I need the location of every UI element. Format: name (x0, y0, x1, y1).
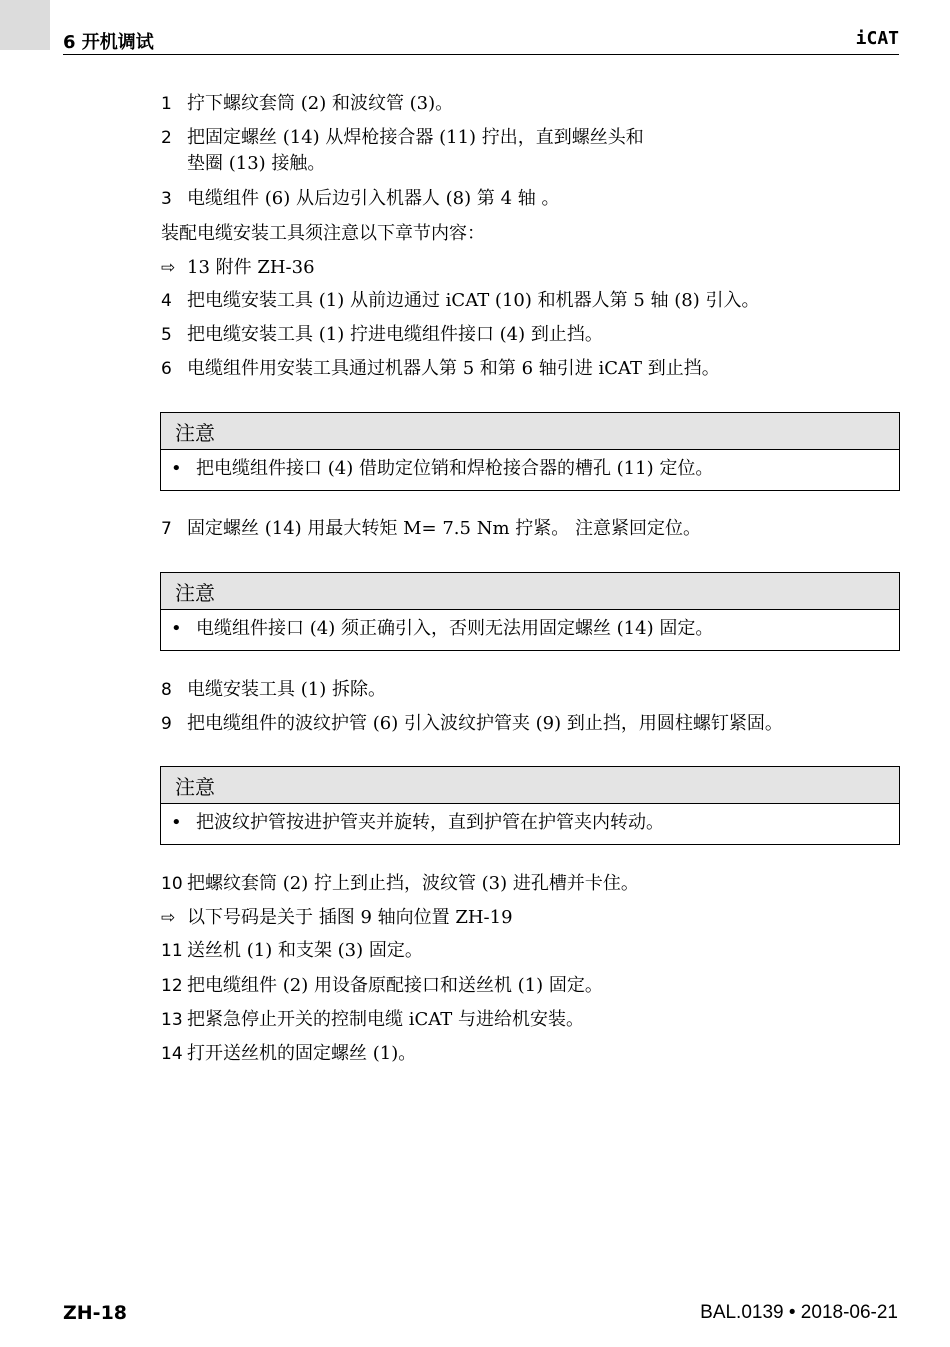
step-item (161, 290, 759, 312)
step-item (161, 679, 386, 701)
step-text: 把电缆组件的波纹护管 (6) 引入波纹护管夹 (9) 到止挡，用圆柱螺钉紧固。 (187, 713, 783, 734)
step-number: 10 (161, 874, 183, 894)
page-header (63, 28, 899, 55)
step-number: 7 (161, 519, 172, 539)
note-body (161, 610, 899, 650)
note-body (161, 804, 899, 844)
step-item (161, 1043, 416, 1065)
document-id: BAL.0139 • 2018-06-21 (700, 1302, 898, 1323)
step-text: 电缆安装工具 (1) 拆除。 (187, 679, 386, 700)
step-text: 把螺纹套筒 (2) 拧上到止挡，波纹管 (3) 进孔槽并卡住。 (187, 873, 639, 894)
intro-text: 装配电缆安装工具须注意以下章节内容： (161, 223, 485, 244)
step-text: 把紧急停止开关的控制电缆 iCAT 与进给机安装。 (187, 1009, 584, 1030)
step-number: 14 (161, 1044, 183, 1064)
note-box (160, 572, 900, 651)
step-item (161, 358, 720, 380)
note-title: 注意 (161, 767, 899, 804)
step-number: 5 (161, 325, 172, 345)
step-number: 3 (161, 189, 172, 209)
chapter-title: 6 开机调试 (63, 32, 154, 53)
step-number: 9 (161, 714, 172, 734)
step-item (161, 324, 603, 346)
step-item (161, 873, 639, 895)
step-item (161, 1009, 584, 1031)
cross-reference (161, 907, 513, 929)
step-item (161, 518, 701, 540)
step-text: 送丝机 (1) 和支架 (3) 固定。 (187, 940, 423, 961)
step-text: 打开送丝机的固定螺丝 (1)。 (187, 1043, 417, 1064)
step-number: 2 (161, 128, 172, 148)
reference-text: 13 附件 ZH-36 (187, 257, 315, 278)
step-text: 电缆组件 (6) 从后边引入机器人 (8) 第 4 轴 。 (187, 188, 560, 209)
step-item (161, 975, 603, 997)
step-item (161, 93, 453, 115)
note-text: 把波纹护管按进护管夹并旋转，直到护管在护管夹内转动。 (196, 812, 664, 833)
step-item-continuation (161, 153, 325, 175)
bullet-icon: • (171, 618, 182, 639)
note-title: 注意 (161, 413, 899, 450)
step-number: 13 (161, 1010, 183, 1030)
note-text: 把电缆组件接口 (4) 借助定位销和焊枪接合器的槽孔 (11) 定位。 (196, 458, 714, 479)
note-title: 注意 (161, 573, 899, 610)
step-text: 固定螺丝 (14) 用最大转矩 M= 7.5 Nm 拧紧。 注意紧回定位。 (187, 518, 701, 539)
step-item (161, 713, 783, 735)
step-number: 12 (161, 976, 183, 996)
step-text: 拧下螺纹套筒 (2) 和波纹管 (3)。 (187, 93, 454, 114)
step-item (161, 188, 560, 210)
step-number: 1 (161, 94, 172, 114)
bullet-icon: • (171, 458, 182, 479)
note-body (161, 450, 899, 490)
note-box (160, 412, 900, 491)
step-number: 8 (161, 680, 172, 700)
note-box (160, 766, 900, 845)
step-item (161, 940, 423, 962)
step-text: 垫圈 (13) 接触。 (187, 153, 326, 174)
step-text: 把电缆安装工具 (1) 从前边通过 iCAT (10) 和机器人第 5 轴 (8) 引入。 (187, 290, 760, 311)
step-text: 把电缆安装工具 (1) 拧进电缆组件接口 (4) 到止挡。 (187, 324, 603, 345)
step-number: 11 (161, 941, 183, 961)
arrow-right-icon: ⇨ (161, 908, 176, 928)
corner-tab (0, 0, 50, 50)
step-number: 6 (161, 359, 172, 379)
step-text: 把固定螺丝 (14) 从焊枪接合器 (11) 拧出，直到螺丝头和 (187, 127, 644, 148)
step-item (161, 127, 644, 149)
bullet-icon: • (171, 812, 182, 833)
page-number: ZH-18 (63, 1302, 128, 1324)
product-name: iCAT (855, 28, 899, 49)
step-number: 4 (161, 291, 172, 311)
note-text: 电缆组件接口 (4) 须正确引入，否则无法用固定螺丝 (14) 固定。 (196, 618, 714, 639)
cross-reference (161, 257, 315, 279)
reference-text: 以下号码是关于 插图 9 轴向位置 ZH-19 (187, 907, 513, 928)
arrow-right-icon: ⇨ (161, 258, 176, 278)
step-text: 电缆组件用安装工具通过机器人第 5 和第 6 轴引进 iCAT 到止挡。 (187, 358, 720, 379)
step-text: 把电缆组件 (2) 用设备原配接口和送丝机 (1) 固定。 (187, 975, 603, 996)
